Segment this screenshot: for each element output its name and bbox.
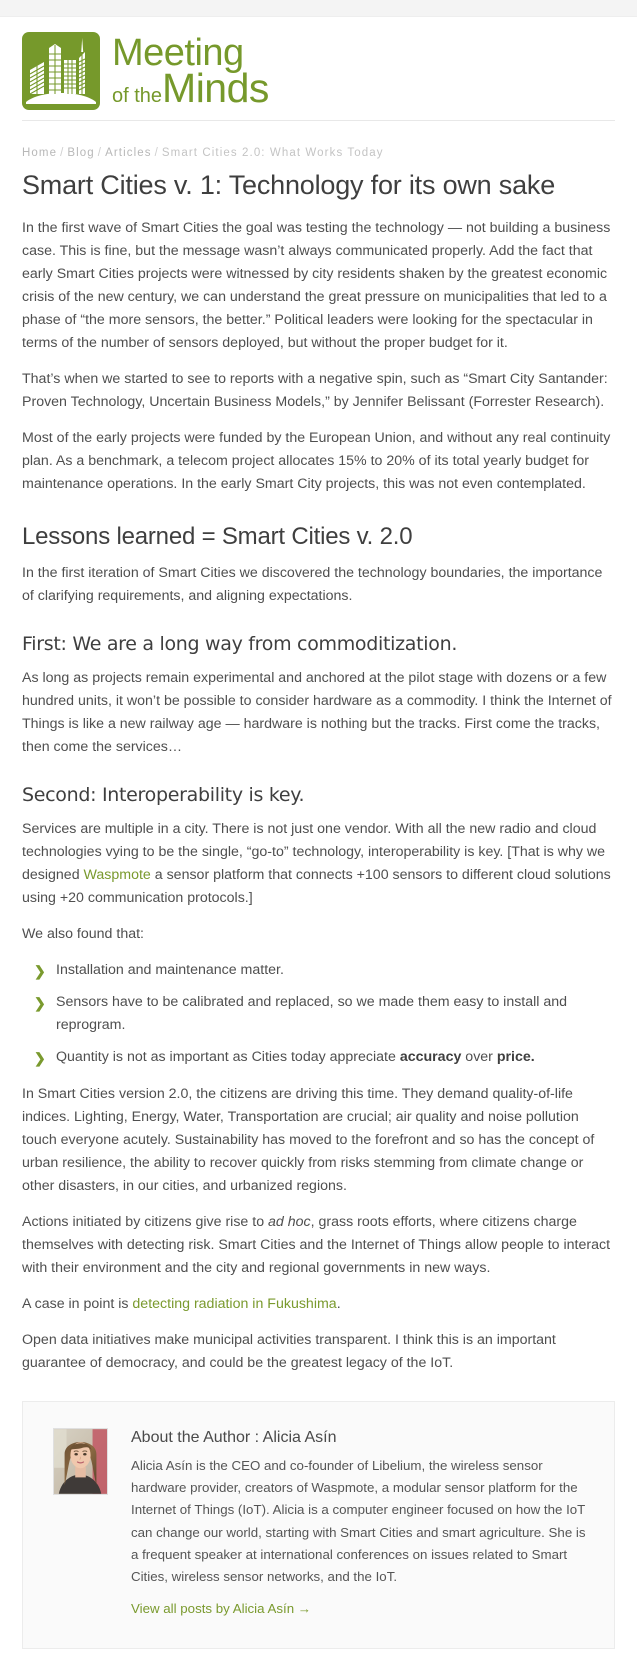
chevron-right-icon: ❯ [34,1049,46,1066]
top-utility-bar [0,0,637,17]
article-paragraph-with-link [22,818,615,910]
breadcrumb-separator: / [60,147,65,159]
paragraph-text-before-link: A case in point is [22,1295,133,1312]
list-item [34,959,615,982]
paragraph-text-before-link: Services are multiple in a city. There is not just one vendor. With all the new radio and cloud technologies vying to be the single, “go-to” technology, interoperability is key. [That is why we designed [22,820,606,883]
article-content [22,169,615,1375]
article-paragraph: That’s when we started to see to reports with a negative spin, such as “Smart City Santander: Proven Technology, Uncertain Business Models,” by Jennifer Belissant (Forrester Research). [22,371,608,411]
paragraph-text-after-link: . [336,1295,341,1312]
waspmote-link[interactable]: Waspmote [83,866,151,883]
findings-list [22,959,615,1069]
list-item-label: Sensors have to be calibrated and replaced, so we made them easy to install and reprogram. [56,993,568,1033]
wordmark-of-the: of the [112,85,163,107]
fukushima-radiation-link[interactable]: detecting radiation in Fukushima [132,1295,337,1312]
wordmark-minds: Minds [162,65,269,111]
article-paragraph: Open data initiatives make municipal activities transparent. I think this is an important guarantee of democracy, and could be the greatest legacy of the IoT. [22,1331,556,1371]
page-title: Smart Cities v. 1: Technology for its own sake [22,170,556,201]
site-logo[interactable] [22,32,615,110]
wordmark-meeting: Meeting [112,32,244,74]
author-bio: Alicia Asín is the CEO and co-founder of Libelium, the wireless sensor hardware provider, creators of Waspmote, a modular sensor platform for the Internet of Things (IoT). Alicia is a computer engineer focused on how the IoT can change our world, starting with Smart Cities and smart agriculture. She is a frequent speaker at international conferences on issues related to Smart Cities, wireless sensor networks, and the IoT. [131,1457,586,1585]
chevron-right-icon: ❯ [34,962,46,979]
article-paragraph: In the first wave of Smart Cities the goal was testing the technology — not building a business case. This is fine, but the message wasn’t always communicated properly. Add the fact that early Smart Cities projects were witnessed by city residents shaken by the greatest economic crisis of the new century, we can understand the great pressure on municipalities that led to a phase of “the more sensors, the better.” Political leaders were looking for the spectacular in terms of the number of sensors deployed, but without the proper budget for it. [22,220,611,352]
author-heading: About the Author : Alicia Asín [131,1428,337,1446]
list-item-emphasis-price: price. [496,1048,535,1065]
section-heading-lessons-learned: Lessons learned = Smart Cities v. 2.0 [22,523,413,551]
subsection-heading-second: Second: Interoperability is key. [22,784,305,807]
paragraph-text-after-italic: , grass roots efforts, where citizens charge themselves with detecting risk. Smart Cities and the Internet of Things allow people to interact with their environment and the city and regional governments in new ways. [22,1213,611,1276]
breadcrumb-item-home[interactable]: Home [22,147,58,159]
breadcrumb [22,133,615,167]
paragraph-text-before-italic: Actions initiated by citizens give rise to [22,1213,269,1230]
list-item-label: Installation and maintenance matter. [56,961,284,978]
breadcrumb-separator: / [97,147,103,159]
article-paragraph-case-in-point [22,1293,615,1316]
site-header [22,17,615,133]
chevron-right-icon: ❯ [34,994,46,1011]
list-item [34,1046,615,1069]
article-paragraph: In the first iteration of Smart Cities we discovered the technology boundaries, the importance of clarifying requirements, and aligning expectations. [22,565,603,605]
list-item-emphasis-accuracy: accuracy [399,1048,462,1065]
header-divider [22,120,615,121]
article-paragraph: In Smart Cities version 2.0, the citizens are driving this time. They demand quality-of-life indices. Lighting, Energy, Water, Transportation are crucial; air quality and noise pollution touch everyone acutely. Sustainability has moved to the forefront and so has the concept of urban resilience, the ability to recover quickly from risks stemming from climate change or other disasters, in our cities, and urbanized regions. [22,1085,595,1194]
author-avatar-photo [53,1428,108,1495]
list-intro-text: We also found that: [22,925,144,942]
list-item [34,991,615,1037]
breadcrumb-item-blog[interactable]: Blog [67,147,95,159]
author-details [131,1428,590,1618]
paragraph-text-after-link: a sensor platform that connects +100 sensors to different cloud solutions using +20 communication protocols.] [22,866,611,906]
breadcrumb-separator: / [154,147,159,159]
site-wordmark [112,32,269,109]
article-paragraph: As long as projects remain experimental and anchored at the pilot stage with dozens or a few hundred units, it won’t be possible to consider hardware as a commodity. I think the Internet of Things is like a new railway age — hardware is nothing but the tracks. First come the tracks, then come the services… [22,670,612,756]
view-all-posts-link[interactable]: View all posts by Alicia Asín → [131,1600,312,1616]
breadcrumb-item-articles[interactable]: Articles [105,147,152,159]
subsection-heading-first: First: We are a long way from commoditization. [22,633,458,656]
article-paragraph-ad-hoc [22,1211,615,1280]
breadcrumb-item-current: Smart Cities 2.0: What Works Today [161,147,384,159]
city-skyline-logo-icon [22,32,100,110]
list-item-mid-text: over [461,1048,497,1065]
page-container [0,17,637,1649]
about-the-author-box [22,1401,615,1649]
article-paragraph: Most of the early projects were funded by the European Union, and without any real continuity plan. As a benchmark, a telecom project allocates 15% to 20% of its total yearly budget for maintenance operations. In the early Smart City projects, this was not even contemplated. [22,430,611,493]
list-item-label: Quantity is not as important as Cities today appreciate [56,1048,400,1065]
italic-ad-hoc: ad hoc [268,1213,311,1230]
